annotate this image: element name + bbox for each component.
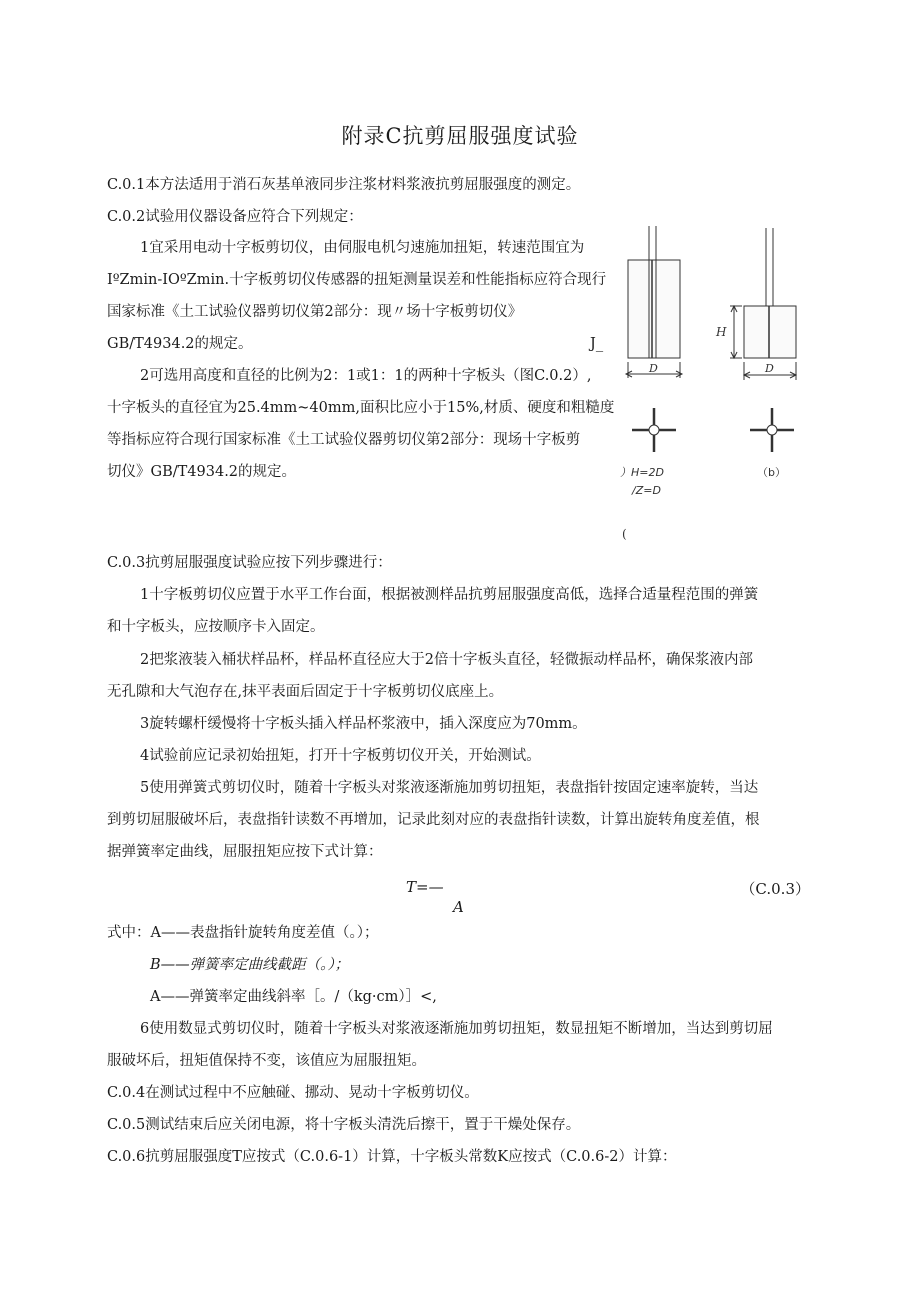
c03-item1-line2: 和十字板头，应按顺序卡入固定。 [107,619,325,635]
c02-item1-line2: IºZmin-IOºZmin.十字板剪切仪传感器的扭矩测量误差和性能指标应符合现行 [107,272,607,288]
equation-number: （C.0.3） [740,880,810,898]
c03-item5-line2: 到剪切屈服破坏后，表盘指针读数不再增加，记录此刻对应的表盘指针读数，计算出旋转角度差值，根 [107,812,760,828]
clause-c06: C.0.6抗剪屈服强度T应按式（C.0.6-1）计算，十字板头常数K应按式（C.0.6-2）计算： [107,1149,677,1165]
clause-c01: C.0.1本方法适用于消石灰基单液同步注浆材料浆液抗剪屈服强度的测定。 [107,177,581,193]
c03-item6-line2: 服破坏后，扭矩值保持不变，该值应为屈服扭矩。 [107,1053,426,1069]
where-line-3: A——弹簧率定曲线斜率［。/（kg·cm）］<, [150,989,437,1005]
label-d-left: D [649,362,658,375]
clause-c03: C.0.3抗剪屈服强度试验应按下列步骤进行： [107,555,392,571]
caption-b: （b） [757,466,786,479]
c03-item3: 3旋转螺杆缓慢将十字板头插入样品杯浆液中，插入深度应为70mm。 [140,716,587,732]
c02-item1-line3: 国家标准《土工试验仪器剪切仪第2部分：现〃场十字板剪切仪》 [107,304,523,320]
stray-mark: J_ [590,336,604,352]
formula-bottom: A [453,898,464,916]
clause-c02: C.0.2试验用仪器设备应符合下列规定： [107,209,363,225]
vane-figure [612,222,822,542]
c02-item1-line1: 1宜采用电动十字板剪切仪，由伺服电机匀速施加扭矩，转速范围宜为 [140,240,585,256]
c03-item5-line3: 据弹簧率定曲线，屈服扭矩应按下式计算： [107,844,383,860]
c03-item2-line2: 无孔隙和大气泡存在,抹平表面后固定于十字板剪切仪底座上。 [107,684,504,700]
c03-item4: 4试验前应记录初始扭矩，打开十字板剪切仪开关，开始测试。 [140,748,541,764]
figure-paren: ( [622,527,627,541]
c02-item2-line3: 等指标应符合现行国家标准《土工试验仪器剪切仪第2部分：现场十字板剪 [107,432,581,448]
c03-item2-line1: 2把浆液装入桶状样品杯，样品杯直径应大于2倍十字板头直径，轻微振动样品杯，确保浆液内部 [140,652,753,668]
clause-c05: C.0.5测试结束后应关闭电源，将十字板头清洗后擦干，置于干燥处保存。 [107,1117,581,1133]
c02-item2-line1: 2可选用高度和直径的比例为2：1或1：1的两种十字板头（图C.0.2）, [140,368,592,384]
c02-item2-line2: 十字板头的直径宜为25.4mm~40mm,面积比应小于15%,材质、硬度和粗糙度 [107,400,615,416]
c02-item1-line4: GB/T4934.2的规定。 [107,336,253,352]
where-line-2: B——弹簧率定曲线截距（。）； [150,957,350,973]
c03-item5-line1: 5使用弹簧式剪切仪时，随着十字板头对浆液逐渐施加剪切扭矩，表盘指针按固定速率旋转，当达 [140,780,759,796]
c02-item2-line4: 切仪》GB/T4934.2的规定。 [107,464,297,480]
c03-item1-line1: 1十字板剪切仪应置于水平工作台面，根据被测样品抗剪屈服强度高低，选择合适量程范围的弹簧 [140,587,759,603]
label-h: H [716,325,727,339]
formula-top: T=— [406,878,444,896]
where-line-1: 式中：A——表盘指针旋转角度差值（。）； [107,925,379,941]
caption-a-2: /Z=D [632,484,661,497]
caption-a-1: ）H=2D [620,466,664,479]
c03-item6-line1: 6使用数显式剪切仪时，随着十字板头对浆液逐渐施加剪切扭矩，数显扭矩不断增加，当达到剪切屈 [140,1021,773,1037]
label-d-right: D [765,362,774,375]
vane-drawing [612,222,822,542]
page-title: 附录C抗剪屈服强度试验 [341,124,579,148]
clause-c04: C.0.4在测试过程中不应触碰、挪动、晃动十字板剪切仪。 [107,1085,479,1101]
